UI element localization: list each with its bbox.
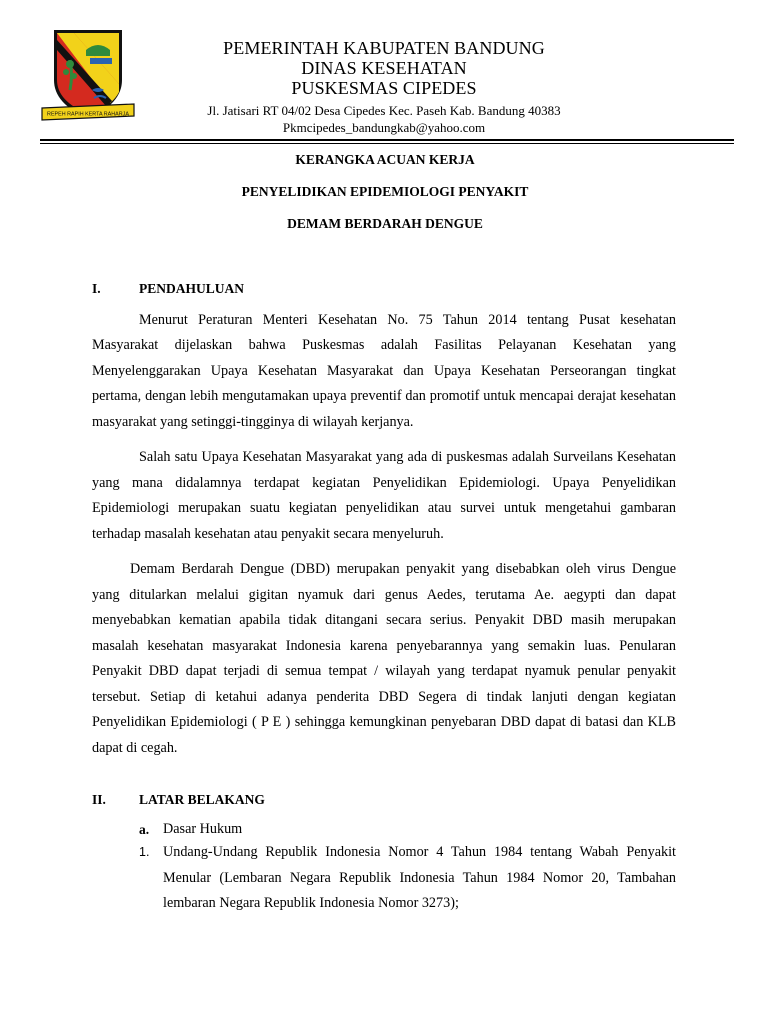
section-heading-pendahuluan: [92, 276, 676, 302]
section-heading-latar-belakang: [92, 787, 676, 813]
kabupaten-bandung-emblem-icon: [40, 20, 136, 128]
title-penyelidikan: PENYELIDIKAN EPIDEMIOLOGI PENYAKIT: [241, 184, 529, 199]
document-body: [92, 276, 676, 917]
section-title: PENDAHULUAN: [139, 281, 245, 296]
list-item: [139, 840, 676, 917]
document-titles: [92, 151, 678, 247]
letterhead-rule-thin: [40, 143, 734, 144]
section-number: II.: [92, 792, 106, 807]
letterhead-rule-thick: [40, 139, 734, 141]
sub-item-marker: a.: [139, 821, 150, 837]
letterhead-puskesmas: PUSKESMAS CIPEDES: [291, 78, 477, 98]
section-number: I.: [92, 281, 101, 296]
letterhead: [150, 38, 618, 136]
list-item-text: Undang-Undang Republik Indonesia Nomor 4 Tahun 1984 tentang Wabah Penyakit Menular (Lembaran Negara Republik Indonesia Tahun 1984 Nomor 20, Tambahan lembaran Negara Republik Indonesia Nomor 3273);: [163, 844, 676, 911]
letterhead-address: Jl. Jatisari RT 04/02 Desa Cipedes Kec. Paseh Kab. Bandung 40383: [207, 103, 561, 118]
spacer: [92, 771, 676, 787]
logo-motto: REPEH RAPIH KERTA RAHARJA: [47, 111, 129, 118]
paragraph: Menurut Peraturan Menteri Kesehatan No. 75 Tahun 2014 tentang Pusat kesehatan Masyarakat dijelaskan bahwa Puskesmas adalah Fasilitas Pelayanan Kesehatan yang Menyelenggarakan Upaya Kesehatan Masyarakat dan Upaya Kesehatan Perseorangan tingkat pertama, dengan lebih mengutamakan upaya preventif dan promotif untuk mencapai derajat kesehatan masyarakat yang setinggi-tingginya di wilayah kerjanya.: [92, 311, 676, 430]
title-dbd: DEMAM BERDARAH DENGUE: [287, 216, 483, 231]
letterhead-department: DINAS KESEHATAN: [301, 58, 467, 78]
section-2-content: [139, 817, 676, 917]
paragraph: Salah satu Upaya Kesehatan Masyarakat yang ada di puskesmas adalah Surveilans Kesehatan yang mana didalamnya terdapat kegiatan Penyelidikan Epidemiologi. Upaya Penyelidikan Epidemiologi merupakan suatu kegiatan penyelidikan atau survei untuk mengetahui gambaran terhadap masalah kesehatan atau penyakit secara menyeluruh.: [92, 449, 676, 542]
sub-item-label: Dasar Hukum: [163, 820, 243, 837]
sub-item-dasar-hukum: [139, 817, 676, 843]
section-title: LATAR BELAKANG: [139, 792, 265, 807]
paragraph: Demam Berdarah Dengue (DBD) merupakan penyakit yang disebabkan oleh virus Dengue yang ditularkan melalui gigitan nyamuk dari genus Aedes, terutama Ae. aegypti dan dapat menyebabkan kematian apabila tidak ditangani secara serius. Penyakit DBD masih merupakan masalah kesehatan masyarakat Indonesia karena penyebarannya yang semakin luas. Penularan Penyakit DBD dapat terjadi di semua tempat / wilayah yang terdapat nyamuk penular penyakit tersebut. Setiap di ketahui adanya penderita DBD Segera di tindak lanjuti dengan kegiatan Penyelidikan Epidemiologi ( P E ) sehingga kemungkinan penyebaran DBD dapat di batasi dan KLB dapat di cegah.: [92, 561, 676, 756]
title-kak: KERANGKA ACUAN KERJA: [295, 152, 475, 167]
letterhead-email: Pkmcipedes_bandungkab@yahoo.com: [282, 120, 486, 135]
letterhead-government: PEMERINTAH KABUPATEN BANDUNG: [223, 38, 545, 58]
list-item-marker: 1.: [139, 845, 150, 859]
